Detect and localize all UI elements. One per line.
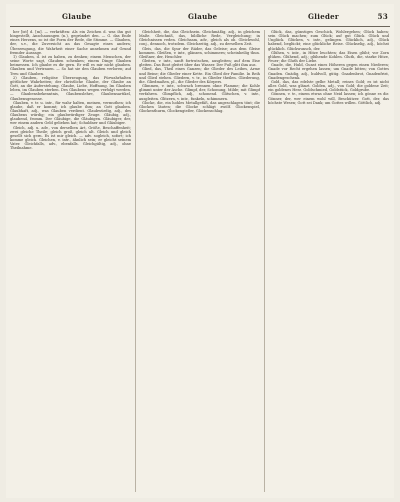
paragraph: Glauben, v. tr. u. intr., für wahr halten, meinen, vermuthen; ich glaube, daß er kommt; ich glaube ihm; an Gott glauben. Glaubhaft, adj., was Glauben verdient. Glaubwürdig, adj., des Glaubens würdig; ein glaubwürdiger Zeuge. Gläubig, adj., glaubend, fromm. Der Gläubige, die Gläubigen. Gläubiger, der, wer einem andern Geld geliehen hat; Schuldner und Gläubiger. [10, 100, 131, 126]
header-right-word: Glieder [308, 12, 339, 21]
paragraph: Glimmen, v. intr., schwach brennen ohne Flamme; die Kohle glimmt unter der Asche. Glimpf, der, Schonung, Milde; mit Glimpf verfahren. Glimpflich, adj., schonend. Glitschen, v. intr., ausgleiten. Glitzern, v. intr., funkeln, schimmern. [139, 84, 260, 101]
paragraph: Gleich, adj. u. adv., von derselben Art, Größe, Beschaffenheit; zwei gleiche Theile; gleich groß, gleich alt. Gleich und gleich gesellt sich gern. Es ist mir gleich. — adv. sogleich, sofort; ich komme gleich. Gleichen, v. intr., ähnlich sein; er gleicht seinem Vater. Gleichfalls, adv., ebenfalls. Gleichgültig, adj., ohne Theilnahme. [10, 125, 131, 151]
header-rule [10, 26, 390, 27]
paragraph: Glück, das, günstiges Geschick, Wohlergehen; Glück haben; sein Glück machen; zum Glück; auf gut Glück. Glück und Unglück. Glücken, v. intr., gelingen. Glücklich, adj., Glück habend, beglückt; eine glückliche Reise. Glückselig, adj., höchst glücklich. Glückwunsch, der. [268, 30, 389, 51]
paragraph: Gleiten, v. intr., sanft fortrutschen, ausgleiten; auf dem Eise gleiten. Das Boot gleitet über das Wasser. Der Fuß glitt ihm aus. [139, 59, 260, 68]
paragraph: Glied, das, Theil eines Ganzen; die Glieder des Leibes, Arme und Beine; die Glieder einer Kette. Ein Glied der Familie. In Reih und Glied stehen. Gliedern, v. tr., in Glieder theilen. Gliederung, die. Gliedmaßen, pl., die Glieder des Körpers. [139, 67, 260, 84]
text-column-3 [268, 30, 389, 492]
paragraph: Gleis, das, die Spur der Räder, das Geleise; aus dem Gleise kommen. Gleißen, v. intr., glänzen, schimmern; scheinheilig thun. Gleißner, der, Heuchler. [139, 46, 260, 59]
paragraph: Gnade, die, Huld, Gunst eines Höheren gegen einen Niederen; Gnade vor Recht ergehen lassen; um Gnade bitten; von Gottes Gnaden. Gnädig, adj., huldvoll, gütig. Gnadenbrot, Gnadenfrist, Gnadengeschenk. [268, 63, 389, 80]
running-header [10, 12, 390, 24]
paragraph: Glocke, die, ein hohles Metallgefäß, das angeschlagen tönt; die Glocken läuten; die Glocke schlägt zwölf. Glockenspiel, Glockenthurm, Glockengießer, Glockenschlag. [139, 100, 260, 113]
page-number: 53 [377, 12, 388, 21]
paragraph: her [ist] d. [m]. — verkräften: Als ein Zeichen d. was ihn gut hingestellt, Anschauungen (n.), gegründet den. — G. das Ende eines Herzens, so ist die Form der Rede, die Stimme. — Glauben, der, s.v., die Zuversicht an das Gesagte eines andern; Überzeugung, die Wahrheit einer Sache annehmen auf Grund fremder Aussage. [10, 30, 131, 55]
paragraph: Gönnen, v. tr., einem etwas ohne Neid lassen; ich gönne es dir. Gönner, der, wer einem wohl will, Beschützer. Gott, der, das höchste Wesen; Gott sei Dank; um Gottes willen. Göttlich, adj. [268, 92, 389, 105]
text-column-2 [139, 30, 260, 492]
paragraph: 1) Glauben, d. ist zu haben, zu denken; einem Menschen, der seine Worte sagt, Glauben schenken; einem Dinge Glauben beimessen. Ich glaube es dir gern. Er will es mir nicht glauben. Glauben und Vertrauen. — So hat sie den Glauben verloren; auf Treu und Glauben. [10, 54, 131, 76]
column-divider [264, 30, 265, 492]
text-column-1 [10, 30, 131, 492]
header-center-word: Glaube [188, 12, 218, 21]
paragraph: 2) Glauben, religiöse Überzeugung, das Fürwahrhalten göttlicher Wahrheiten; der christliche Glaube, der Glaube an Gott, an die Auferstehung. Glaube, Liebe, Hoffnung. Im Glauben leben, im Glauben sterben. Des Glaubens wegen verfolgt werden. — Glaubensbekenntnis, Glaubenslehre, Glaubensartikel, Glaubensgenosse. [10, 75, 131, 101]
header-left-word: Glaube [62, 12, 92, 21]
dictionary-page [6, 4, 394, 498]
paragraph: Gleichheit, die, das Gleichsein. Gleichmäßig, adj., in gleichem Maße. Gleichniß, das, bildliche Rede, Vergleichung; in Gleichnissen reden. Gleichsam, adv., gleich als ob. Gleichwohl, conj., dennoch, trotzdem. Gleichzeitig, adj., zu derselben Zeit. [139, 30, 260, 47]
paragraph: Gold, das, das edelste gelbe Metall; reines Gold; es ist nicht alles Gold, was glänzt. Golden, adj., von Gold; die goldene Zeit; ein goldenes Herz. Goldschmied, Goldstück, Goldgrube. [268, 79, 389, 93]
column-divider [135, 30, 136, 492]
paragraph: Glühen, v. intr., in Hitze leuchten; das Eisen glüht; vor Zorn glühen. Glühend, adj.; glühende Kohlen. Gluth, die, starke Hitze, Feuer; die Gluth der Liebe. [268, 50, 389, 64]
